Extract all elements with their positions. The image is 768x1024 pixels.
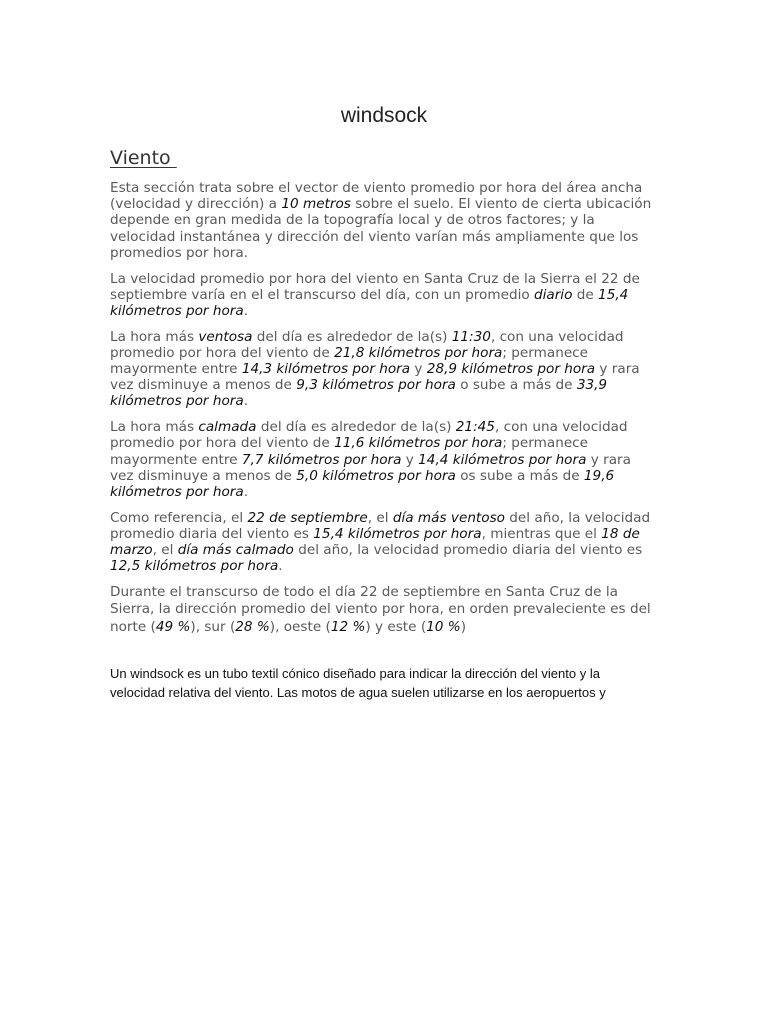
paragraph-reference: [110, 510, 655, 575]
emphasis: 18 de marzo: [110, 525, 640, 559]
page-title: windsock: [340, 104, 428, 127]
text-run: , el: [367, 509, 393, 526]
emphasis: calmada: [198, 419, 257, 436]
emphasis: 5,0 kilómetros por hora: [296, 467, 456, 484]
emphasis: diario: [533, 286, 573, 303]
text-run: Esta sección trata sobre el vector de viento promedio por hora del área ancha (velocidad y dirección) a: [110, 180, 643, 213]
emphasis: 49 %: [155, 618, 191, 635]
text-run: de: [572, 286, 599, 303]
text-run: .: [243, 302, 249, 319]
text-run: y: [401, 451, 419, 468]
paragraph-calmest-hour: [110, 419, 655, 500]
text-run: o sube a más de: [455, 377, 577, 394]
text-run: La hora más: [110, 328, 199, 345]
emphasis: 28 %: [235, 618, 270, 635]
section-heading: Viento: [110, 147, 177, 169]
emphasis: 14,3 kilómetros por hora: [241, 361, 411, 378]
text-run: .: [278, 558, 283, 575]
paragraph-windiest-hour: [110, 329, 655, 410]
text-run: del año, la velocidad promedio diaria del viento es: [293, 542, 643, 559]
emphasis: 10 %: [426, 618, 461, 635]
text-run: del día es alrededor de la(s): [256, 419, 456, 436]
text-run: ; permanece mayormente entre: [110, 344, 589, 378]
text-run: ), sur (: [190, 618, 236, 635]
text-run: Durante el transcurso de todo el día 22 de septiembre en Santa Cruz de la Sierra, la dirección promedio del viento por hora, en orden prevaleciente es del norte (: [110, 583, 651, 635]
text-run: del año, la velocidad promedio diaria del viento es: [110, 509, 651, 542]
text-run: La velocidad promedio por hora del viento en Santa Cruz de la Sierra el 22 de septiembre varía en el el transcurso del día, con un promedio: [110, 270, 640, 303]
text-run: .: [243, 483, 249, 500]
emphasis: 15,4 kilómetros por hora: [110, 286, 629, 319]
paragraph-direction: [110, 584, 655, 637]
text-run: os sube a más de: [455, 467, 584, 484]
paragraph-average: [110, 271, 655, 320]
text-run: , con una velocidad promedio por hora del viento de: [110, 328, 624, 361]
text-run: y rara vez disminuye a menos de: [110, 361, 640, 394]
emphasis: 14,4 kilómetros por hora: [418, 451, 587, 468]
emphasis: 10 metros: [281, 196, 351, 213]
emphasis: 33,9 kilómetros por hora: [110, 377, 608, 410]
text-run: Como referencia, el: [110, 509, 248, 526]
emphasis: 15,4 kilómetros por hora: [313, 525, 482, 542]
emphasis: 22 de septiembre: [247, 509, 368, 526]
text-run: ) y este (: [365, 618, 427, 635]
paragraph-intro: [110, 180, 655, 261]
text-run: ), oeste (: [269, 618, 331, 635]
emphasis: día más calmado: [177, 542, 294, 559]
text-run: y rara vez disminuye a menos de: [110, 451, 631, 484]
text-run: y: [410, 361, 427, 378]
emphasis: 28,9 kilómetros por hora: [426, 361, 596, 378]
text-run: sobre el suelo. El viento de cierta ubicación depende en gran medida de la topografía local y de otros factores; y la velocidad instantánea y dirección del viento varían más ampliamente que los promedios por hora.: [110, 196, 652, 261]
text-run: del día es alrededor de la(s): [252, 328, 452, 345]
emphasis: 12 %: [330, 618, 366, 635]
emphasis: 12,5 kilómetros por hora: [110, 558, 279, 575]
emphasis: 9,3 kilómetros por hora: [296, 377, 456, 394]
emphasis: 19,6 kilómetros por hora: [110, 467, 615, 500]
text-run: ; permanece mayormente entre: [110, 435, 589, 468]
emphasis: 21,8 kilómetros por hora: [334, 344, 503, 361]
emphasis: 7,7 kilómetros por hora: [241, 451, 402, 468]
emphasis: 11:30: [451, 328, 491, 345]
text-run: , con una velocidad promedio por hora del viento de: [110, 419, 628, 452]
text-run: , el: [152, 542, 178, 559]
emphasis: ventosa: [198, 328, 253, 345]
windsock-description: Un windsock es un tubo textil cónico diseñado para indicar la dirección del viento y la velocidad relativa del viento. Las motos de agua suelen utilizarse en los aeropuertos y: [110, 666, 606, 700]
section-body: [110, 180, 655, 646]
emphasis: día más ventoso: [392, 509, 505, 526]
text-run: .: [243, 393, 249, 410]
emphasis: 21:45: [455, 419, 495, 436]
text-run: , mientras que el: [481, 525, 602, 542]
text-run: ): [460, 618, 466, 635]
emphasis: 11,6 kilómetros por hora: [334, 435, 503, 452]
text-run: La hora más: [110, 419, 199, 436]
